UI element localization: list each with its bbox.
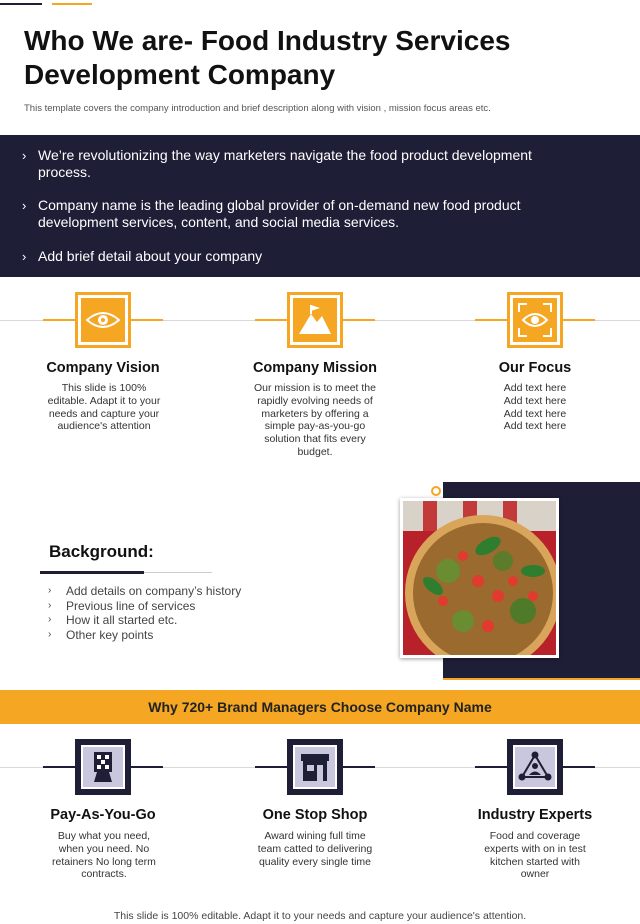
circle-marker-icon [431,486,441,496]
footer-note: This slide is 100% editable. Adapt it to your needs and capture your audience's attention. [113,910,527,922]
background-accent-line [40,571,144,574]
intro-bullet [22,197,558,231]
list-item [48,584,241,599]
list-item-text: Other key points [66,627,154,642]
list-item-text: Add details on company’s history [66,584,242,598]
intro-band [0,135,640,277]
pillar-text: This slide is 100% editable. Adapt it to your needs and capture your audience's attention [47,382,161,433]
page-title: Who We are- Food Industry Services Development Company [24,25,511,90]
chevron-right-icon: › [48,628,52,640]
intro-bullet-text: We’re revolutionizing the way marketers navigate the food product development process. [38,147,532,180]
why-item-title: One Stop Shop [262,807,368,823]
why-heading: Why 720+ Brand Managers Choose Company Name [148,699,492,715]
chevron-right-icon: › [48,599,52,611]
pillar-text: Add text here Add text here Add text here Add text here [503,382,567,433]
list-item [48,599,241,614]
list-item-text: Previous line of services [66,598,196,613]
chevron-right-icon: › [22,198,27,213]
chess-piece-icon [75,739,131,795]
chevron-right-icon: › [22,249,27,264]
why-item-title: Pay-As-You-Go [50,807,156,823]
chevron-right-icon: › [48,614,52,625]
top-line-dark [0,3,42,5]
background-list [48,584,241,642]
list-item [48,613,241,628]
pizza-photo [400,498,559,658]
why-heading-bar [0,690,640,724]
pillar-title: Company Mission [252,360,378,376]
page-subtitle: This template covers the company introduction and brief description along with vision , mission focus areas etc. [24,103,491,114]
image-accent-line [443,678,640,680]
why-item-text: Food and coverage experts with on in test kitchen started with owner [484,830,586,881]
eye-icon [75,292,131,348]
intro-bullet-text: Add brief detail about your company [38,248,263,264]
chevron-right-icon: › [48,585,52,596]
top-line-orange [52,3,92,5]
why-item-title: Industry Experts [477,807,593,823]
why-item-text: Buy what you need, when you need. No retainers No long term contracts. [52,830,156,881]
pillar-text: Our mission is to meet the rapidly evolving needs of marketers by offering a simple pay-as-you-go solution that fits every budget. [254,382,376,458]
shop-icon [287,739,343,795]
background-title: Background: [49,542,154,561]
pillar-title: Our Focus [498,360,572,376]
pillar-title: Company Vision [46,360,160,376]
intro-bullet [22,147,558,181]
focus-eye-icon [507,292,563,348]
why-item-text: Award wining full time team catted to delivering quality every single time [257,830,373,868]
network-people-icon [507,739,563,795]
intro-bullet-text: Company name is the leading global provider of on-demand new food product development services, content, and social media services. [38,197,521,230]
chevron-right-icon: › [22,148,27,163]
flag-mountain-icon [287,292,343,348]
list-item [48,628,241,643]
list-item-text: How it all started etc. [66,613,178,627]
intro-bullet [22,248,558,265]
